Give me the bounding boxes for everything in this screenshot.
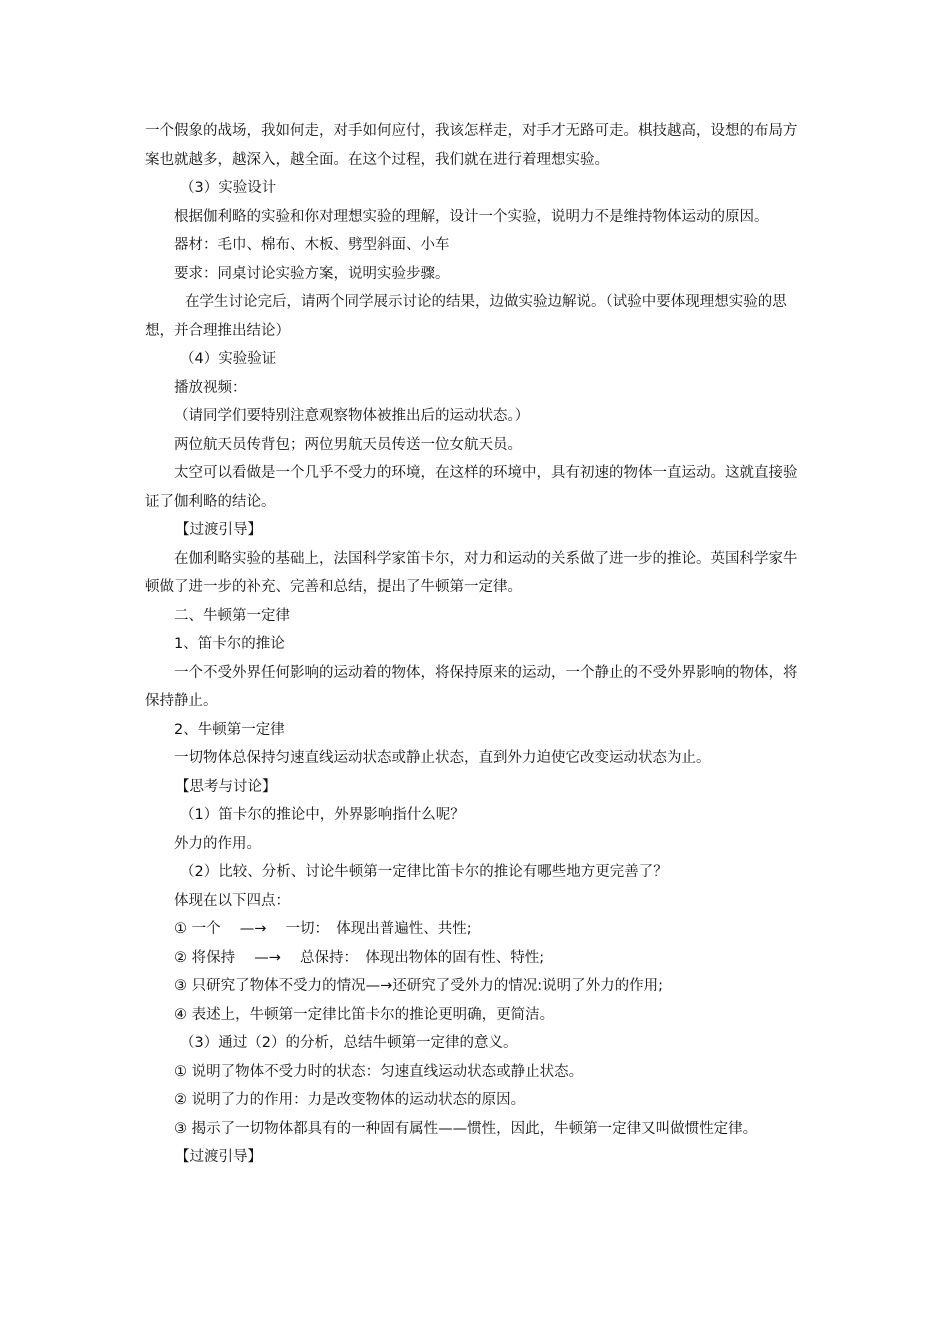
list-item: ③ 揭示了一切物体都具有的一种固有属性——惯性，因此，牛顿第一定律又叫做惯性定律。 bbox=[174, 1120, 758, 1137]
list-item: ① 一个 —→ 一切： 体现出普遍性、共性; bbox=[174, 921, 472, 937]
section-heading-experiment-design: （3）实验设计 bbox=[180, 180, 277, 196]
list-item: ④ 表述上，牛顿第一定律比笛卡尔的推论更明确，更简洁。 bbox=[174, 1006, 555, 1023]
paragraph: 在学生讨论完后，请两个同学展示讨论的结果，边做实验边解说。（试验中要体现理想实验的思想，并合理推出结论） bbox=[145, 294, 787, 339]
paragraph: 一切物体总保持匀速直线运动状态或静止状态，直到外力迫使它改变运动状态为止。 bbox=[174, 750, 711, 766]
document-page bbox=[145, 117, 810, 1172]
paragraph: 要求：同桌讨论实验方案，说明实验步骤。 bbox=[174, 265, 450, 282]
section-heading-discussion: 【思考与讨论】 bbox=[175, 778, 277, 795]
paragraph: 太空可以看做是一个几乎不受力的环境，在这样的环境中，具有初速的物体一直运动。这就直接验证了伽利略的结论。 bbox=[145, 465, 798, 510]
question: （1）笛卡尔的推论中，外界影响指什么呢？ bbox=[180, 807, 465, 823]
paragraph: 一个假象的战场，我如何走，对手如何应付，我该怎样走，对手才无路可走。棋技越高，设想的布局方案也就越多，越深入，越全面。在这个过程，我们就在进行着理想实验。 bbox=[145, 123, 798, 168]
paragraph: 在伽利略实验的基础上，法国科学家笛卡尔，对力和运动的关系做了进一步的推论。英国科学家牛顿做了进一步的补充、完善和总结，提出了牛顿第一定律。 bbox=[145, 550, 798, 595]
section-heading-experiment-verification: （4）实验验证 bbox=[180, 351, 277, 367]
paragraph: 播放视频： bbox=[174, 379, 247, 396]
subsection-heading-newton-law: 2、牛顿第一定律 bbox=[174, 721, 285, 738]
answer: 体现在以下四点： bbox=[174, 892, 290, 909]
paragraph: 一个不受外界任何影响的运动着的物体，将保持原来的运动，一个静止的不受外界影响的物体，将保持静止。 bbox=[145, 664, 798, 709]
section-heading-newton-first-law: 二、牛顿第一定律 bbox=[174, 607, 290, 624]
list-item: ③ 只研究了物体不受力的情况—→还研究了受外力的情况:说明了外力的作用; bbox=[174, 978, 664, 994]
paragraph: 根据伽利略的实验和你对理想实验的理解，设计一个实验，说明力不是维持物体运动的原因。 bbox=[174, 208, 769, 225]
question: （2）比较、分析、讨论牛顿第一定律比笛卡尔的推论有哪些地方更完善了？ bbox=[180, 864, 668, 880]
list-item: ② 将保持 —→ 总保持： 体现出物体的固有性、特性; bbox=[174, 949, 545, 966]
list-item: ② 说明了力的作用：力是改变物体的运动状态的原因。 bbox=[174, 1092, 526, 1108]
subsection-heading-descartes: 1、笛卡尔的推论 bbox=[174, 636, 285, 652]
paragraph: 两位航天员传背包；两位男航天员传送一位女航天员。 bbox=[174, 436, 522, 453]
answer: 外力的作用。 bbox=[174, 835, 261, 852]
paragraph: 器材：毛巾、棉布、木板、劈型斜面、小车 bbox=[174, 237, 450, 253]
question: （3）通过（2）的分析，总结牛顿第一定律的意义。 bbox=[180, 1035, 518, 1051]
section-heading-transition: 【过渡引导】 bbox=[175, 1149, 262, 1165]
section-heading-transition: 【过渡引导】 bbox=[175, 522, 262, 538]
paragraph: （请同学们要特别注意观察物体被推出后的运动状态。） bbox=[174, 408, 530, 424]
list-item: ① 说明了物体不受力时的状态：匀速直线运动状态或静止状态。 bbox=[174, 1063, 584, 1080]
